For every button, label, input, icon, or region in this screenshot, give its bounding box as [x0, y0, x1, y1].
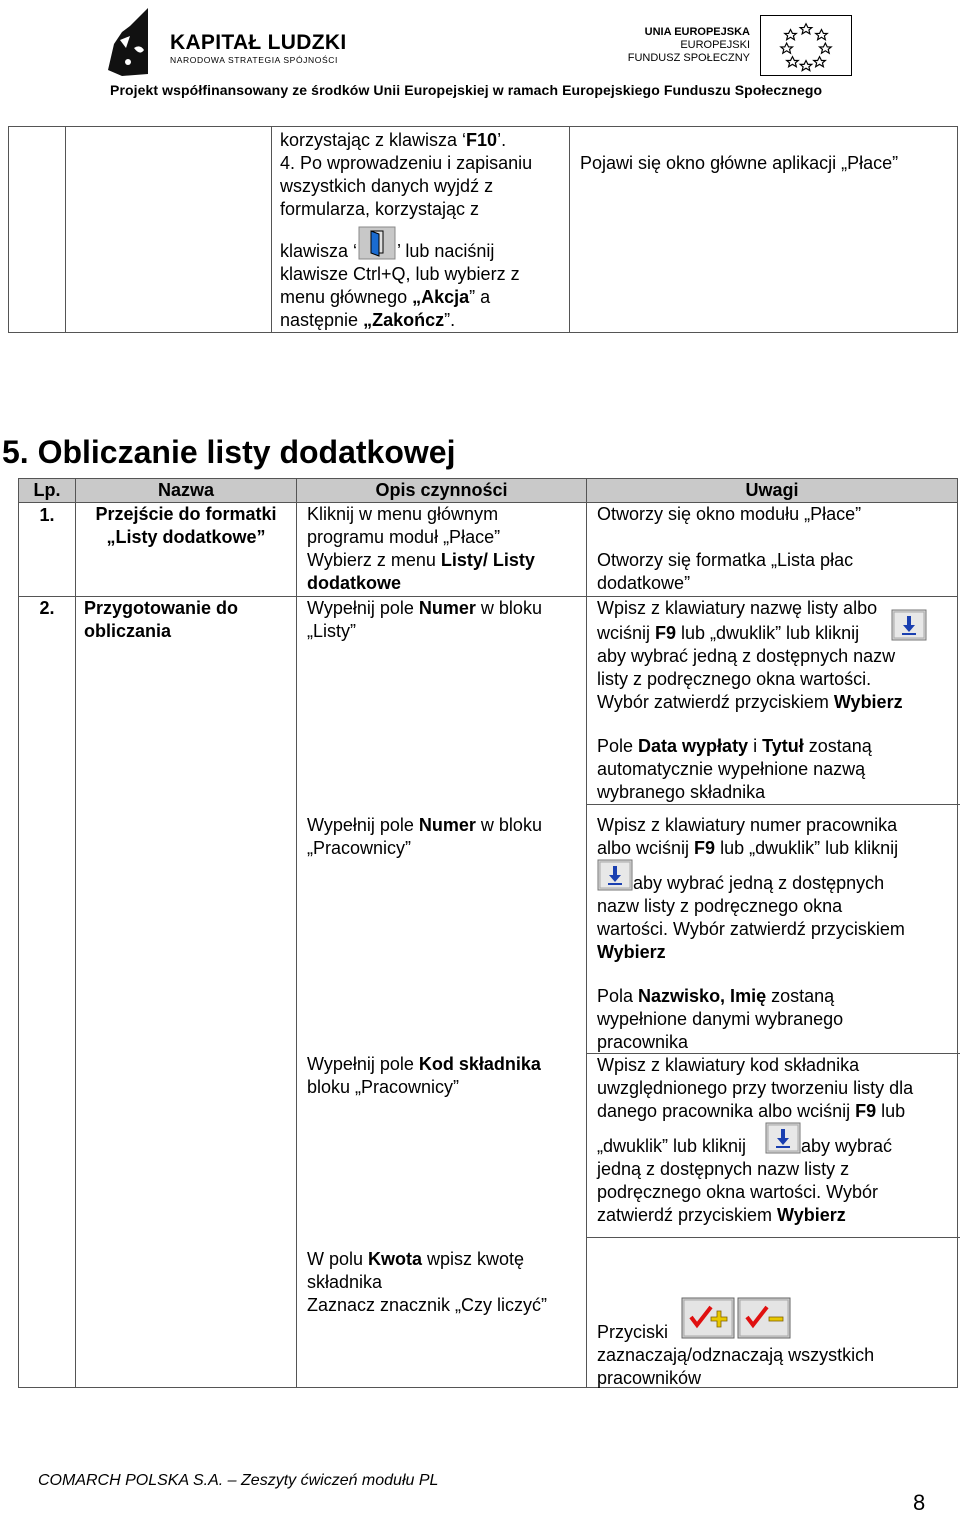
table-header-row — [19, 479, 958, 503]
download-button-icon[interactable] — [597, 859, 633, 891]
top-table — [8, 126, 958, 333]
top-cell-steps: korzystając z klawisza ‘F10’. 4. Po wprowadzeniu i zapisaniu wszystkich danych wyjdź z formularza, korzystając z klawisza ‘ ’ lub naciśnij klawisze Ctrl+Q, lub wybierz z menu głównego „Akcja” a następnie „Zakończ”. — [272, 127, 570, 333]
eu-line-3: FUNDUSZ SPOŁECZNY — [627, 52, 750, 64]
download-button-icon[interactable] — [891, 609, 927, 641]
opis-1: Kliknij w menu głównym programu moduł „Płace” Wybierz z menu Listy/ Listy dodatkowe — [297, 503, 587, 597]
eu-line-1: UNIA EUROPEJSKA — [644, 26, 750, 38]
table-row — [19, 503, 958, 597]
result-text: Pojawi się okno główne aplikacji „Płace” — [580, 153, 899, 173]
col-opis: Opis czynności — [297, 479, 587, 503]
logo-subtitle: NARODOWA STRATEGIA SPÓJNOŚCI — [170, 55, 338, 65]
select-all-button-icon[interactable] — [681, 1297, 735, 1339]
project-line: Projekt współfinansowany ze środków Unii Europejskiej w ramach Europejskiego Funduszu Społecznego — [110, 82, 823, 98]
logo-title: KAPITAŁ LUDZKI — [170, 31, 347, 54]
section-title: 5. Obliczanie listy dodatkowej — [2, 434, 456, 470]
nazwa-1: Przejście do formatki „Listy dodatkowe” — [76, 503, 297, 597]
exit-door-icon — [357, 225, 397, 261]
col-nazwa: Nazwa — [76, 479, 297, 503]
top-cell-1 — [9, 127, 66, 333]
nazwa-2: Przygotowanie do obliczania — [76, 597, 297, 1388]
eu-label — [628, 26, 750, 65]
page-number: 8 — [913, 1490, 926, 1515]
divider — [586, 804, 960, 805]
lp-2: 2. — [19, 597, 76, 1388]
uwagi-1: Otworzy się okno modułu „Płace” Otworzy się formatka „Lista płac dodatkowe” — [587, 503, 958, 597]
uwagi-2: Wpisz z klawiatury nazwę listy albo wciśnij F9 lub „dwuklik” lub kliknij aby wybrać jedną z dostępnych nazw listy z podręcznego okna wartości. Wybór zatwierdź przyciskiem Wybierz Pole Data wypłaty i Tytuł zostaną automatycznie wypełnione nazwą wybranego składnika Wpisz z klawiatury numer pracownika albo wciśnij F9 lub „dwuklik” lub kliknij aby wybrać jedną z dostępnych nazw listy z podręcznego okna wartości. Wybór zatwierdź przyciskiem Wybierz Pola Nazwisko, Imię zostaną wypełnione danymi wybranego pracownika Wpisz z klawiatury kod składnika uwzględnionego przy tworzeniu listy dla danego pracownika albo wciśnij F9 lub „dwuklik” lub kliknij aby wybrać jedną z dostępnych nazw listy z podręcznego okna wartości. Wybór zatwierdź przyciskiem Wybierz Przyciski zaznaczają/odznaczają wszystkich pracowników — [587, 597, 958, 1388]
footer-company: COMARCH POLSKA S.A. – Zeszyty ćwiczeń modułu PL — [38, 1472, 439, 1489]
top-cell-2 — [66, 127, 272, 333]
col-lp: Lp. — [19, 479, 76, 503]
divider — [586, 1237, 960, 1238]
table-row — [19, 597, 958, 1388]
download-button-icon[interactable] — [765, 1122, 801, 1154]
main-table — [18, 478, 958, 1388]
opis-2: Wypełnij pole Numer w bloku „Listy” Wypełnij pole Numer w bloku „Pracownicy” Wypełnij pole Kod składnika bloku „Pracownicy” W polu Kwota wpisz kwotę składnika Zaznacz znacznik „Czy liczyć” — [297, 597, 587, 1388]
col-uwagi: Uwagi — [587, 479, 958, 503]
eu-line-2: EUROPEJSKI — [680, 39, 750, 51]
eu-flag-icon — [760, 15, 852, 76]
top-cell-result — [570, 127, 958, 333]
deselect-all-button-icon[interactable] — [737, 1297, 791, 1339]
lp-1: 1. — [19, 503, 76, 597]
